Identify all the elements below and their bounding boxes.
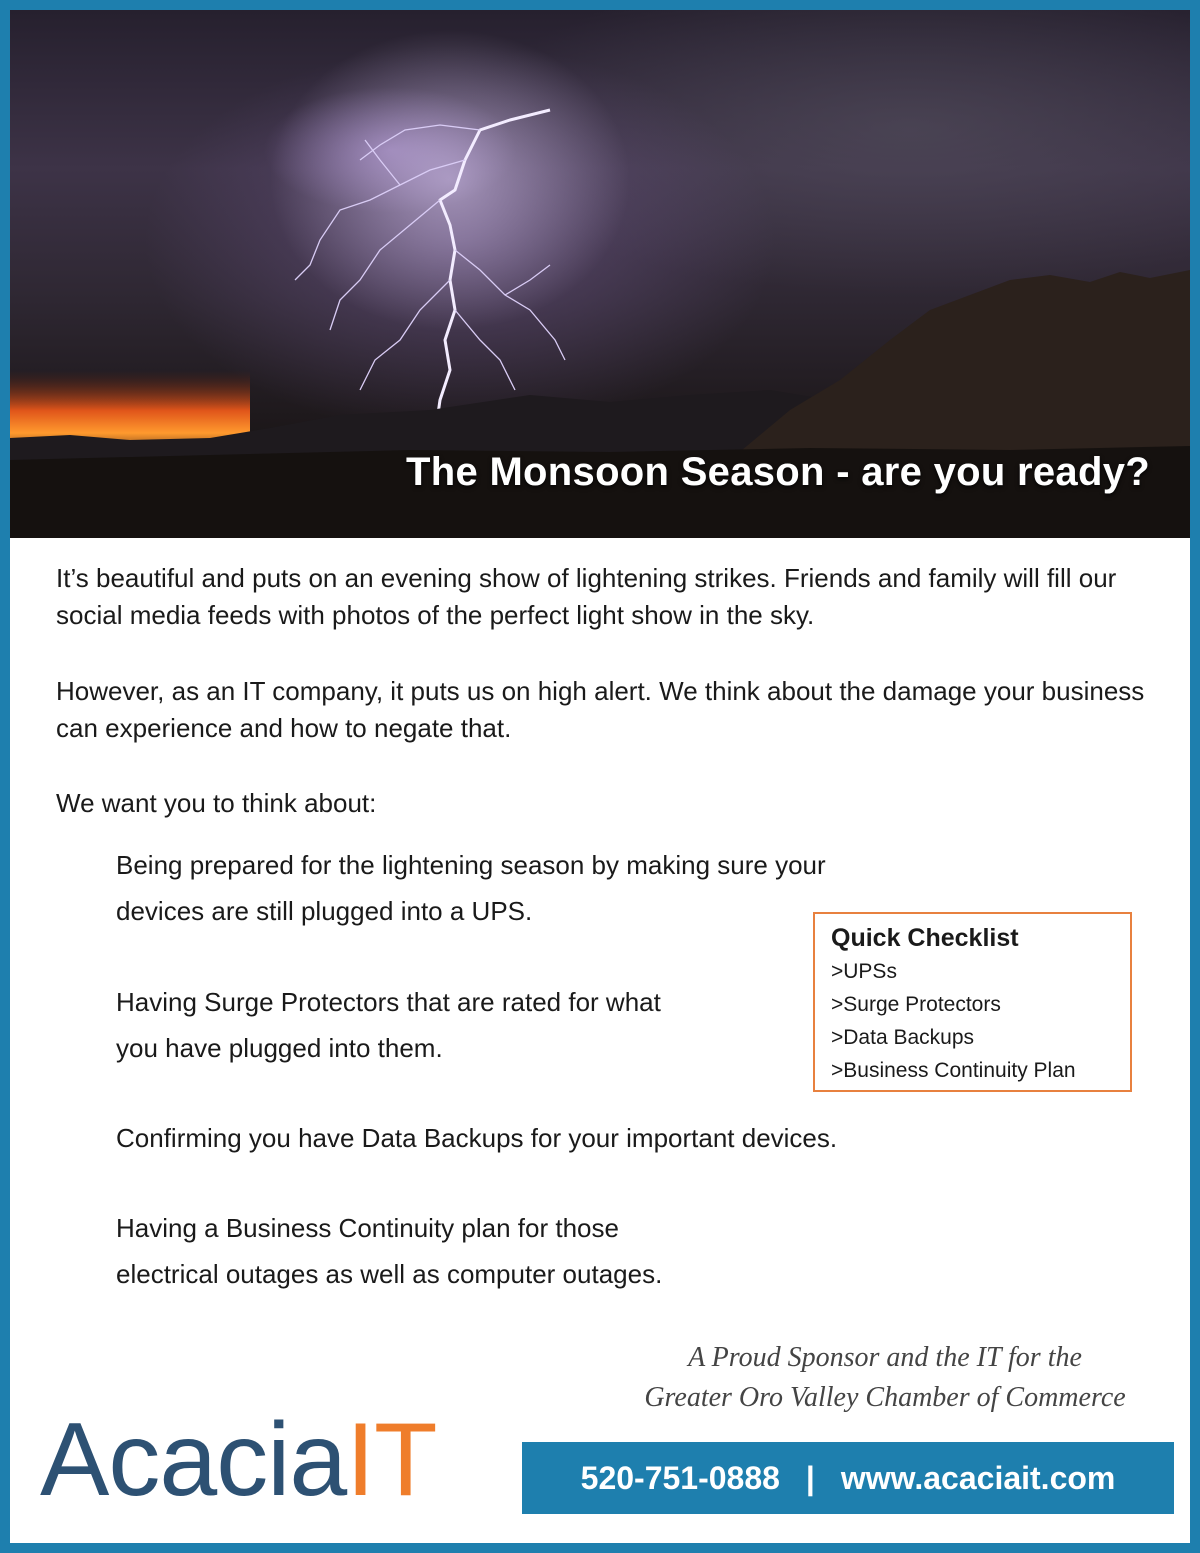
hero-title: The Monsoon Season - are you ready?: [406, 450, 1150, 494]
acacia-it-logo: [40, 1400, 437, 1520]
contact-separator: |: [805, 1460, 815, 1496]
list-item-line: devices are still plugged into a UPS.: [116, 896, 533, 926]
checklist-title: Quick Checklist: [831, 924, 1019, 952]
list-item: [116, 1115, 837, 1161]
list-item-line: Having a Business Continuity plan for those: [116, 1213, 619, 1243]
logo-text-it: IT: [346, 1402, 437, 1518]
quick-checklist: [813, 912, 1132, 1092]
checklist-item: >UPSs: [831, 960, 897, 983]
list-item-line: Confirming you have Data Backups for your important devices.: [116, 1123, 838, 1153]
list-item: [116, 1205, 662, 1297]
sponsor-line-2: Greater Oro Valley Chamber of Commerce: [644, 1382, 1126, 1413]
logo-text-acacia: Acacia: [40, 1402, 347, 1518]
list-item-line: you have plugged into them.: [116, 1033, 443, 1063]
list-item-line: electrical outages as well as computer outages.: [116, 1259, 663, 1289]
intro-paragraph-3: We want you to think about:: [56, 788, 377, 818]
checklist-item: >Data Backups: [831, 1026, 975, 1049]
checklist-item: >Surge Protectors: [831, 993, 1001, 1016]
sponsor-line-1: A Proud Sponsor and the IT for the: [688, 1342, 1082, 1373]
list-item-line: Having Surge Protectors that are rated for what: [116, 987, 661, 1017]
list-item: [116, 979, 661, 1071]
list-item: [116, 842, 826, 934]
intro-paragraph-1: It’s beautiful and puts on an evening show of lightening strikes. Friends and family will fill our social media feeds with photos of the perfect light show in the sky.: [56, 563, 1117, 630]
checklist-item: >Business Continuity Plan: [831, 1059, 1076, 1082]
intro-paragraph-2: However, as an IT company, it puts us on high alert. We think about the damage your business can experience and how to negate that.: [56, 676, 1145, 743]
hero-image: [10, 10, 1190, 538]
list-item-line: Being prepared for the lightening season by making sure your: [116, 850, 826, 880]
contact-bar: [522, 1442, 1174, 1514]
website-link[interactable]: www.acaciait.com: [840, 1460, 1116, 1496]
phone-number[interactable]: 520-751-0888: [580, 1460, 780, 1496]
